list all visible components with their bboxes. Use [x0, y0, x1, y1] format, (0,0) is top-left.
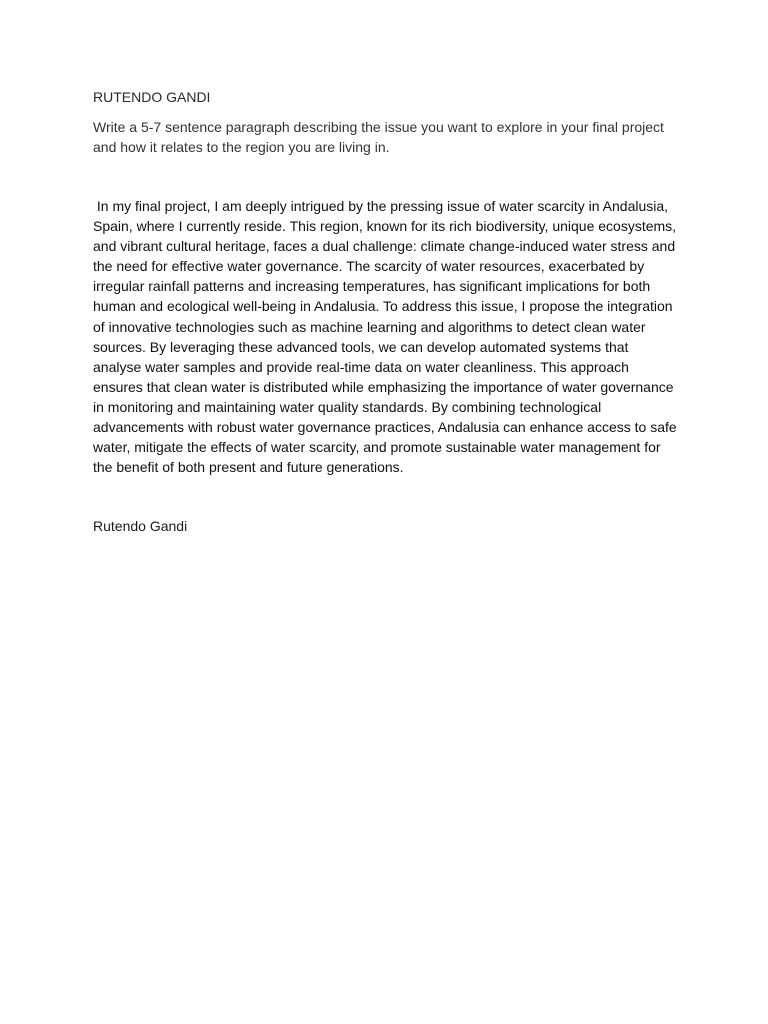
assignment-prompt: Write a 5-7 sentence paragraph describing the issue you want to explore in your final project and how it relates to the region you are living in. [93, 119, 664, 155]
signature: Rutendo Gandi [93, 518, 188, 535]
author-heading: RUTENDO GANDI [93, 89, 211, 105]
essay-paragraph: In my final project, I am deeply intrigued by the pressing issue of water scarcity in Andalusia, Spain, where I currently reside. This region, known for its rich biodiversity, unique ecosystems, and vibrant cultural heritage, faces a dual challenge: climate change-induced water stress and the need for effective water governance. The scarcity of water resources, exacerbated by irregular rainfall patterns and increasing temperatures, has significant implications for both human and ecological well-being in Andalusia. To address this issue, I propose the integration of innovative technologies such as machine learning and algorithms to detect clean water sources. By leveraging these advanced tools, we can develop automated systems that analyse water samples and provide real-time data on water cleanliness. This approach ensures that clean water is distributed while emphasizing the importance of water governance in monitoring and maintaining water quality standards. By combining technological advancements with robust water governance practices, Andalusia can enhance access to safe water, mitigate the effects of water scarcity, and promote sustainable water management for the benefit of both present and future generations. [93, 198, 681, 476]
document-content [93, 87, 679, 536]
